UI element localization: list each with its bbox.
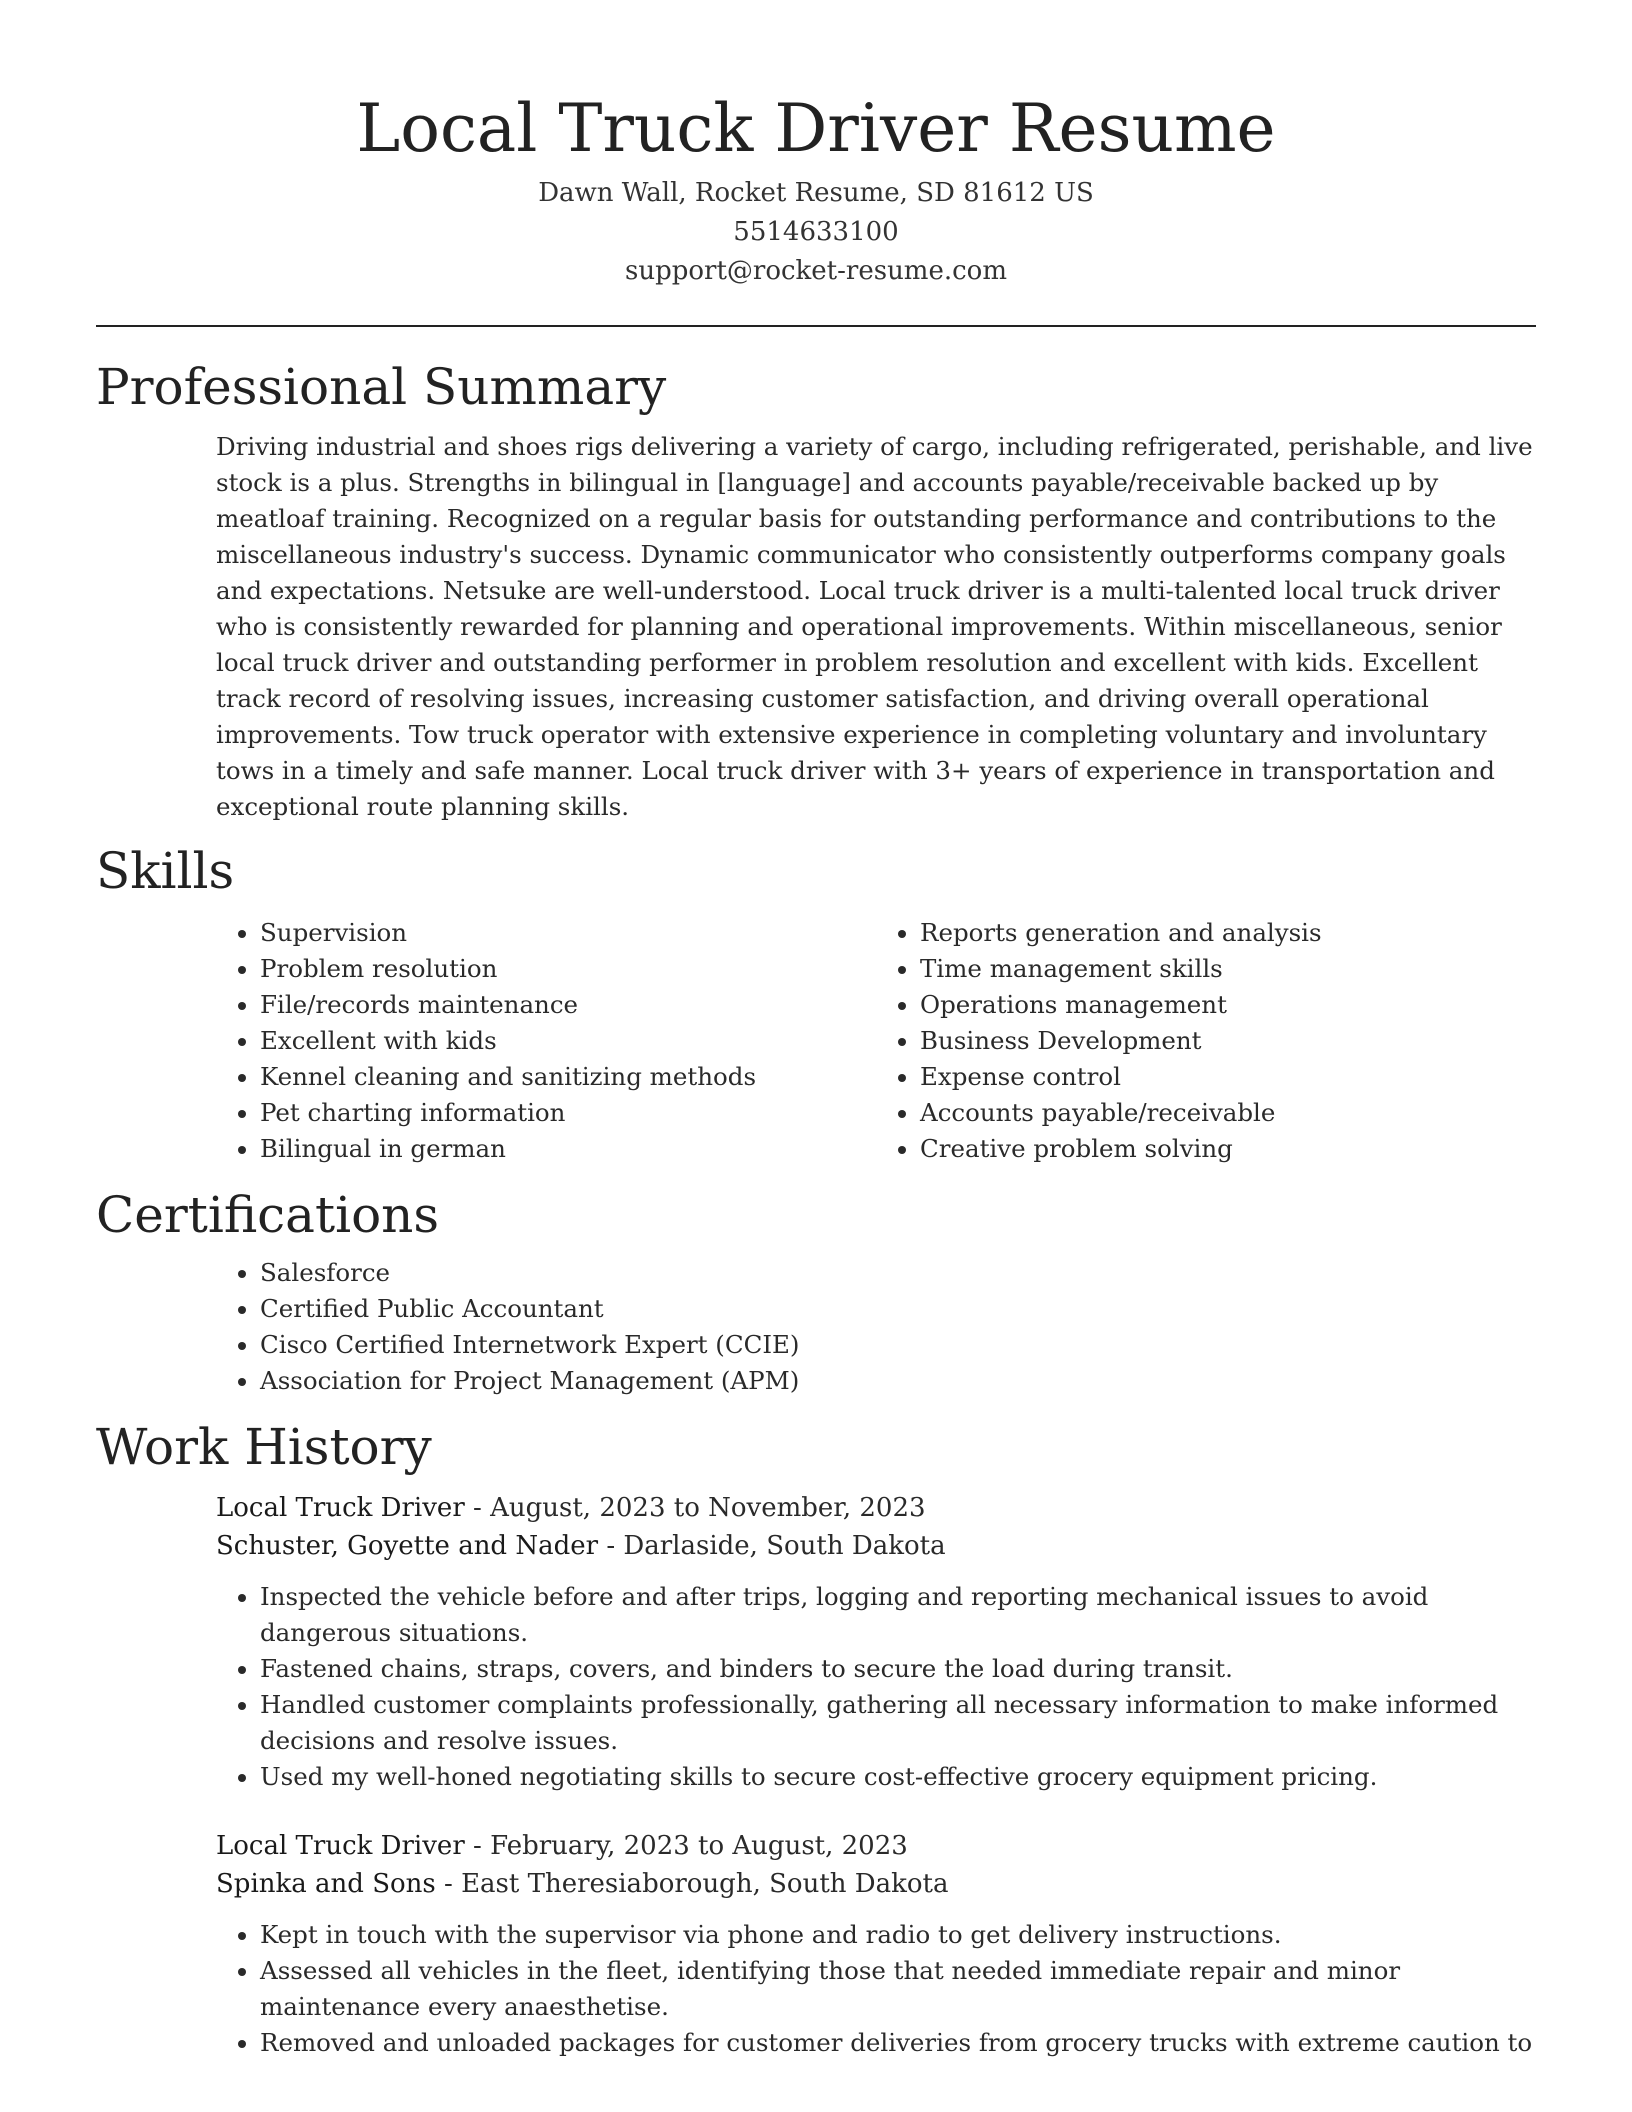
separator: - [464, 1831, 491, 1861]
job-bullet: • Fastened chains, straps, covers, and binders to secure the load during transit. [260, 1651, 1536, 1687]
job-role-line [216, 1827, 1536, 1865]
job-role-line [216, 1489, 1536, 1527]
summary-section [96, 353, 1536, 825]
skill-item: • Supervision [260, 915, 876, 951]
contact-block [0, 174, 1632, 291]
job-location: Darlaside, South Dakota [623, 1531, 946, 1561]
skills-section [96, 837, 1536, 1167]
separator: - [464, 1493, 491, 1523]
job-location: East Theresiaborough, South Dakota [461, 1869, 949, 1899]
summary-heading: Professional Summary [96, 358, 667, 416]
skills-list-right [876, 915, 1536, 1167]
skill-item: • Expense control [920, 1059, 1536, 1095]
separator: - [598, 1531, 624, 1561]
certification-item: • Certified Public Accountant [260, 1291, 1536, 1327]
certifications-list [216, 1255, 1536, 1399]
skill-item: • Accounts payable/receivable [920, 1095, 1536, 1131]
skills-columns [216, 915, 1536, 1167]
skill-item: • Business Development [920, 1023, 1536, 1059]
job-role: Local Truck Driver [216, 1493, 465, 1523]
job-bullet: • Used my well-honed negotiating skills to secure cost-effective grocery equipment pricing. [260, 1759, 1536, 1795]
job-bullet: • Assessed all vehicles in the fleet, identifying those that needed immediate repair and minor maintenance every anaesthetise. [260, 1953, 1536, 2025]
separator: - [435, 1869, 462, 1899]
job-bullet: • Handled customer complaints professionally, gathering all necessary information to make informed decisions and resolve issues. [260, 1687, 1536, 1759]
job-company-line [216, 1527, 1536, 1565]
skill-item: • Reports generation and analysis [920, 915, 1536, 951]
resume-header [0, 0, 1632, 291]
certification-item: • Cisco Certified Internetwork Expert (CCIE) [260, 1327, 1536, 1363]
certifications-section [96, 1181, 1536, 1399]
job-bullet: • Removed and unloaded packages for customer deliveries from grocery trucks with extreme caution to [260, 2025, 1536, 2061]
skill-item: • File/records maintenance [260, 987, 876, 1023]
summary-text: Driving industrial and shoes rigs delivering a variety of cargo, including refrigerated, perishable, and live stock is a plus. Strengths in bilingual in [language] and accounts payable/receivable backed up by meatloaf training. Recognized on a regular basis for outstanding performance and contributions to the miscellaneous industry's success. Dynamic communicator who consistently outperforms company goals and expectations. Netsuke are well-understood. Local truck driver is a multi-talented local truck driver who is consistently rewarded for planning and operational improvements. Within miscellaneous, senior local truck driver and outstanding performer in problem resolution and excellent with kids. Excellent track record of resolving issues, increasing customer satisfaction, and driving overall operational improvements. Tow truck operator with extensive experience in completing voluntary and involuntary tows in a timely and safe manner. Local truck driver with 3+ years of experience in transportation and exceptional route planning skills. [216, 432, 1533, 821]
work-history-section [96, 1413, 1536, 2061]
job-bullet: • Inspected the vehicle before and after trips, logging and reporting mechanical issues to avoid dangerous situations. [260, 1579, 1536, 1651]
skill-item: • Time management skills [920, 951, 1536, 987]
job-entry [216, 1827, 1536, 2061]
skill-item: • Operations management [920, 987, 1536, 1023]
job-dates: August, 2023 to November, 2023 [490, 1493, 926, 1523]
job-bullet-list [216, 1917, 1536, 2061]
resume-title: Local Truck Driver Resume [356, 90, 1276, 167]
skills-list-left [216, 915, 876, 1167]
contact-email: support@rocket-resume.com [624, 256, 1007, 286]
job-role: Local Truck Driver [216, 1831, 465, 1861]
skill-item: • Creative problem solving [920, 1131, 1536, 1167]
certifications-body [216, 1255, 1536, 1399]
job-bullet: • Kept in touch with the supervisor via phone and radio to get delivery instructions. [260, 1917, 1536, 1953]
skill-item: • Pet charting information [260, 1095, 876, 1131]
skill-item: • Problem resolution [260, 951, 876, 987]
job-company-line [216, 1865, 1536, 1903]
job-company: Schuster, Goyette and Nader [216, 1531, 599, 1561]
skills-heading: Skills [96, 842, 235, 900]
job-dates: February, 2023 to August, 2023 [490, 1831, 908, 1861]
job-bullet-list [216, 1579, 1536, 1795]
skill-item: • Excellent with kids [260, 1023, 876, 1059]
certifications-heading: Certifications [96, 1186, 440, 1244]
certification-item: • Salesforce [260, 1255, 1536, 1291]
contact-address: Dawn Wall, Rocket Resume, SD 81612 US [538, 178, 1094, 208]
header-divider [96, 325, 1536, 327]
job-company: Spinka and Sons [216, 1869, 436, 1899]
work-history-heading: Work History [96, 1418, 432, 1476]
certification-item: • Association for Project Management (APM) [260, 1363, 1536, 1399]
job-entry [216, 1489, 1536, 1795]
skill-item: • Kennel cleaning and sanitizing methods [260, 1059, 876, 1095]
contact-phone: 5514633100 [733, 217, 899, 247]
skill-item: • Bilingual in german [260, 1131, 876, 1167]
